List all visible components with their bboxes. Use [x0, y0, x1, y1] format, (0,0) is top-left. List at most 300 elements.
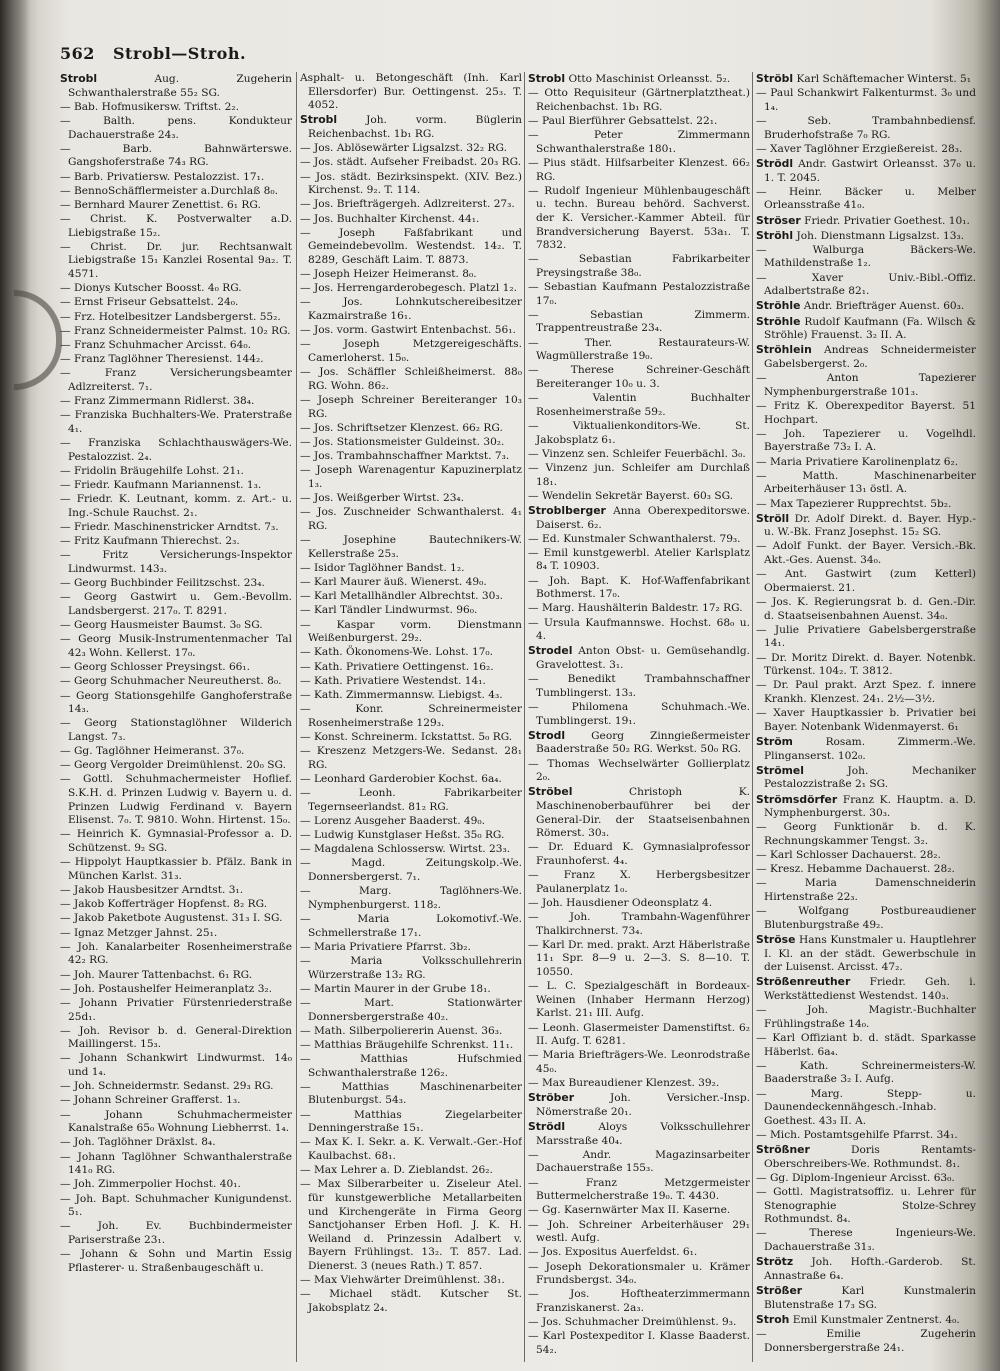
entry-text: Seb. Trambahnbediensf. Bruderhofstraße 7₀ RG. [764, 114, 976, 141]
entry-surname: — [528, 1260, 539, 1273]
entry-surname: Ström [756, 734, 793, 748]
entry-text: Johann Schankwirt Lindwurmst. 14₀ und 1₄. [68, 1052, 292, 1079]
entry-text: Isidor Taglöhner Bandst. 1₂. [310, 561, 465, 574]
entry-text: Gg. Kasernwärter Max II. Kaserne. [538, 1204, 731, 1217]
column-2 [300, 72, 522, 1368]
entry-surname: Ströhl [756, 228, 794, 242]
entry-surname: — [300, 857, 311, 870]
column-1 [60, 72, 292, 1368]
directory-entry [756, 679, 976, 706]
directory-entry [300, 1136, 522, 1163]
entry-surname: — [60, 1024, 71, 1037]
directory-entry [528, 253, 750, 280]
entry-surname: — [300, 561, 311, 574]
entry-text: Hippolyt Hauptkassier b. Pfälz. Bank in München Karlst. 31₃. [68, 856, 292, 882]
directory-entry [756, 470, 976, 497]
entry-surname: — [756, 1031, 767, 1044]
entry-text: Fritz K. Oberexpeditor Bayerst. 51 Hochpart. [764, 399, 976, 426]
directory-entry [528, 129, 750, 156]
entry-surname: — [756, 497, 767, 510]
directory-entry [60, 241, 292, 282]
entry-text: Aloys Volksschullehrer Marsstraße 40₄. [536, 1121, 750, 1147]
directory-entry [756, 568, 976, 595]
entry-text: Jos. vorm. Gastwirt Entenbachst. 56₁. [310, 324, 516, 337]
entry-text: Dr. Paul prakt. Arzt Spez. f. innere Krankh. Klenzest. 24₁. 2½—3½. [764, 679, 976, 705]
directory-entry [756, 498, 976, 512]
column-rule [296, 72, 297, 1362]
directory-entry [528, 617, 750, 644]
entry-surname: — [756, 185, 767, 198]
entry-surname: — [528, 253, 539, 266]
directory-entry [60, 493, 292, 520]
entry-surname: — [60, 170, 71, 183]
directory-entry [300, 1039, 522, 1053]
entry-surname: — [756, 271, 767, 284]
entry-text: Ursula Kaufmannswe. Hochst. 68₀ u. 4. [536, 616, 750, 643]
directory-entry [300, 675, 522, 689]
entry-text: Franz Versicherungsbeamter Adlzreiterst. 7₁. [68, 367, 292, 393]
directory-entry [60, 171, 292, 185]
entry-surname: — [756, 568, 767, 581]
directory-entry [60, 1136, 292, 1150]
entry-text: Kath. Schreinermeisters-W. Baaderstraße 3₂ I. Aufg. [764, 1059, 976, 1086]
entry-surname: — [300, 730, 311, 743]
directory-entry [756, 735, 976, 763]
entry-surname: — [60, 282, 71, 295]
directory-entry [300, 1164, 522, 1178]
directory-entry [528, 1288, 750, 1315]
entry-text: Georg Zinngießermeister Baaderstraße 50₂ RG. Werkst. 50₀ RG. [536, 729, 750, 756]
directory-entry [60, 143, 292, 170]
directory-entry [60, 969, 292, 983]
entry-text: Sebastian Zimmerm. Trappentreustraße 23₄. [536, 308, 750, 335]
entry-surname: — [60, 184, 71, 197]
directory-entry [756, 1284, 976, 1312]
entry-text: Lorenz Ausgeher Baaderst. 49₀. [310, 814, 486, 827]
directory-entry [300, 142, 522, 156]
entry-text: Josephine Bautechnikers-W. Kellerstraße 25₃. [308, 534, 522, 560]
directory-entry [60, 339, 292, 353]
entry-surname: — [528, 392, 539, 405]
entry-surname: — [300, 996, 311, 1009]
entry-text: Sebastian Fabrikarbeiter Preysingstraße 38₀. [536, 253, 750, 279]
entry-text: Bernhard Maurer Zenettist. 6₁ RG. [70, 198, 261, 211]
entry-surname: — [60, 577, 71, 590]
directory-entry [528, 72, 750, 87]
directory-entry [60, 898, 292, 912]
entry-text: Jos. Weißgerber Wirtst. 23₄. [310, 492, 465, 505]
entry-surname: — [60, 717, 71, 730]
entry-text: Joh. Hofth.-Garderob. St. Annastraße 6₄. [764, 1256, 976, 1282]
entry-text: Jos. städt. Aufseher Freibadst. 20₃ RG. [310, 156, 522, 169]
entry-text: Georg Funktionär b. d. K. Rechnungskammer Tengst. 3₂. [764, 821, 976, 847]
directory-entry [300, 198, 522, 212]
directory-entry [300, 689, 522, 703]
entry-surname: — [60, 479, 71, 492]
entry-surname: Strödl [756, 156, 794, 170]
directory-entry [300, 997, 522, 1024]
entry-text: Joseph Metzgereigeschäfts. Camerloherst. 15₀. [308, 338, 522, 364]
directory-entry [60, 282, 292, 296]
entry-text: Kath. Privatiere Oettingenst. 16₂. [310, 660, 494, 673]
entry-surname: — [756, 455, 767, 468]
entry-text: Kath. Ökonomens-We. Lohst. 17₀. [310, 646, 494, 659]
entry-surname: — [528, 1049, 539, 1062]
entry-text: Friedr. Privatier Goethest. 10₁. [800, 214, 970, 227]
directory-entry [300, 450, 522, 464]
entry-surname: — [528, 1148, 539, 1161]
directory-entry [528, 1219, 750, 1246]
entry-text: Bab. Hofmusikersw. Triftst. 2₂. [70, 100, 240, 113]
entry-surname: — [300, 912, 311, 925]
entry-surname: — [756, 877, 767, 890]
directory-entry [300, 843, 522, 857]
directory-entry [756, 1328, 976, 1355]
entry-text: Konst. Schreinerm. Ickstattst. 5₀ RG. [310, 730, 513, 743]
directory-entry [300, 464, 522, 491]
directory-entry [60, 353, 292, 367]
entry-surname: — [756, 707, 767, 720]
directory-entry [60, 997, 292, 1024]
page-header [60, 44, 246, 68]
entry-text: Joh. Mechaniker Pestalozzistraße 2₁ SG. [764, 764, 976, 791]
entry-text: Jos. Schäffler Schleißheimerst. 88₀ RG. Wohn. 86₂. [308, 366, 522, 392]
entry-text: Jos. Schriftsetzer Klenzest. 66₂ RG. [310, 421, 503, 434]
directory-entry [300, 857, 522, 884]
entry-text: Sebastian Kaufmann Pestalozzistraße 17₀. [536, 281, 750, 307]
entry-text: Rudolf Kaufmann (Fa. Wilsch & Ströhle) Frauenst. 3₂ II. A. [764, 315, 976, 342]
entry-surname: — [528, 1288, 539, 1301]
entry-text: Maria Lokomotivf.-We. Schmellerstraße 17₁. [308, 912, 522, 939]
entry-surname: — [60, 339, 71, 351]
directory-entry [756, 214, 976, 229]
entry-text: Max Bureaudiener Klenzest. 39₂. [538, 1077, 720, 1090]
directory-entry [60, 884, 292, 898]
directory-entry [300, 366, 522, 393]
directory-entry [300, 787, 522, 814]
directory-entry [756, 343, 976, 371]
entry-text: Ed. Kunstmaler Schwanthalerst. 79₃. [538, 532, 741, 545]
entry-text: Leonhard Garderobier Kochst. 6a₄. [310, 772, 502, 785]
entry-text: Anton Obst- u. Gemüsehandlg. Gravelottest. 3₁. [536, 645, 750, 671]
entry-surname: — [300, 646, 311, 659]
directory-entry [60, 1220, 292, 1247]
entry-text: Viktualienkonditors-We. St. Jakobsplatz 6₁. [536, 419, 750, 446]
entry-surname: — [528, 1176, 539, 1189]
directory-entry [756, 764, 976, 792]
directory-entry [60, 185, 292, 199]
directory-entry [300, 156, 522, 170]
directory-entry [60, 661, 292, 675]
column-rule [524, 72, 525, 1362]
directory-entry [60, 941, 292, 968]
entry-text: Dr. Moritz Direkt. d. Bayer. Notenbk. Türkenst. 104₂. T. 3812. [764, 651, 976, 678]
entry-text: Kaspar vorm. Dienstmann Weißenburgerst. 29₂. [308, 618, 522, 645]
entry-text: Mart. Stationwärter Donnersbergerstraße 40₂. [308, 996, 522, 1023]
entry-surname: — [300, 745, 311, 758]
directory-entry [528, 897, 750, 911]
entry-text: Balth. pens. Kondukteur Dachauerstraße 24₃. [68, 114, 292, 141]
directory-entry [60, 101, 292, 115]
directory-entry [300, 745, 522, 772]
entry-text: Jakob Paketbote Augustenst. 31₃ I. SG. [70, 912, 283, 925]
directory-entry [528, 701, 750, 728]
directory-entry [300, 646, 522, 660]
directory-entry [756, 1227, 976, 1254]
entry-text: Max Tapezierer Rupprechtst. 5b₂. [766, 497, 952, 510]
entry-surname: Ströhlein [756, 343, 812, 357]
entry-surname: — [300, 982, 311, 995]
entry-surname: — [300, 142, 311, 155]
entry-text: Paul Schankwirt Falkenturmst. 3₀ und 1₄. [764, 87, 976, 113]
entry-surname: — [60, 828, 71, 841]
entry-surname: — [60, 591, 71, 604]
entry-surname: — [60, 521, 71, 534]
directory-entry [60, 1193, 292, 1220]
directory-entry [60, 479, 292, 493]
entry-text: Karl Tändler Lindwurmst. 96₀. [310, 604, 478, 617]
entry-surname: — [528, 1204, 539, 1217]
directory-entry [300, 213, 522, 227]
entry-surname: — [60, 198, 71, 211]
entry-surname: — [60, 912, 71, 925]
entry-surname: — [300, 604, 311, 617]
directory-entry [60, 535, 292, 549]
entry-surname: — [300, 1178, 311, 1191]
directory-entry [528, 869, 750, 896]
directory-entry [756, 1255, 976, 1283]
directory-entry [528, 337, 750, 364]
entry-text: Andr. Magazinsarbeiter Dachauerstraße 155₃. [536, 1148, 750, 1175]
entry-surname: — [300, 156, 311, 169]
directory-entry [756, 229, 976, 244]
entry-surname: — [300, 393, 311, 406]
entry-surname: — [528, 1316, 539, 1329]
entry-text: Karl Schäftemacher Winterst. 5₁ [793, 73, 972, 85]
directory-entry [300, 815, 522, 829]
entry-text: Emilie Zugeherin Donnersbergerstraße 24₁. [764, 1327, 976, 1354]
entry-surname: — [756, 1171, 767, 1184]
entry-surname: Strobl [528, 72, 566, 85]
entry-surname: — [300, 506, 311, 519]
entry-surname: — [60, 661, 71, 674]
entry-text: Fritz Versicherungs-Inspektor Lindwurmst. 143₃. [68, 549, 292, 576]
directory-entry [756, 157, 976, 185]
directory-entry [756, 456, 976, 470]
entry-surname: — [756, 243, 767, 256]
entry-surname: — [756, 142, 767, 155]
column-4 [756, 72, 976, 1368]
directory-entry [60, 1151, 292, 1178]
entry-text: Joh. Trambahn-Wagenführer Thalkirchnerst. 73₄. [536, 911, 750, 937]
directory-entry [756, 1143, 976, 1171]
directory-entry [60, 465, 292, 479]
directory-entry [756, 1060, 976, 1087]
entry-text: Dr. Adolf Direkt. d. Bayer. Hyp.- u. W.-Bk. Franz Josephst. 15₂ SG. [764, 512, 976, 539]
directory-entry [60, 577, 292, 591]
entry-text: Karl Metallhändler Albrechtst. 30₃. [310, 590, 503, 603]
directory-entry [756, 512, 976, 540]
entry-surname: Strößer [756, 1283, 803, 1297]
directory-entry [756, 400, 976, 427]
entry-surname: — [756, 821, 767, 834]
entry-surname: — [300, 674, 311, 687]
entry-text: Friedr. Kaufmann Mariannenst. 1₃. [70, 479, 262, 492]
directory-entry [528, 1330, 750, 1357]
entry-surname: — [60, 409, 71, 422]
entry-text: Julie Privatiere Gabelsbergerstraße 14₁. [764, 623, 976, 650]
entry-surname: — [528, 447, 539, 460]
entry-surname: — [756, 1087, 767, 1100]
binder-ring-shadow [14, 290, 62, 390]
entry-text: Jos. Lohnkutschereibesitzer Kazmairstraße 16₁. [308, 296, 522, 323]
directory-entry [756, 1004, 976, 1031]
entry-text: Ignaz Metzger Jahnst. 25₁. [70, 926, 218, 939]
entry-surname: — [300, 212, 311, 225]
directory-entry [60, 1080, 292, 1094]
directory-entry [756, 87, 976, 114]
directory-entry [756, 1186, 976, 1227]
directory-entry [300, 422, 522, 436]
entry-surname: Strömel [756, 763, 804, 777]
directory-entry [528, 504, 750, 532]
entry-surname: — [528, 1218, 539, 1231]
entry-surname: — [60, 464, 71, 477]
directory-entry [756, 1129, 976, 1143]
entry-text: Maria Damenschneiderin Hirtenstraße 22₃. [764, 877, 976, 904]
directory-entry [300, 113, 522, 141]
entry-surname: Ströhle [756, 299, 801, 313]
entry-text: Johann Taglöhner Schwanthalerstraße 141₀ RG. [68, 1150, 292, 1177]
directory-entry [60, 675, 292, 689]
entry-surname: Strößenreuther [756, 975, 851, 989]
entry-surname: — [300, 492, 311, 505]
entry-surname: — [756, 679, 767, 692]
entry-text: Jos. Zuschneider Schwanthalerst. 4₁ RG. [308, 506, 522, 532]
entry-text: Karl Offiziant b. d. städt. Sparkasse Häberlst. 6a₄. [764, 1031, 976, 1058]
entry-surname: — [60, 296, 71, 309]
directory-entry [756, 72, 976, 87]
entry-surname: — [60, 619, 71, 632]
entry-surname: Strößner [756, 1143, 810, 1157]
directory-entry [528, 1177, 750, 1204]
column-rule [752, 72, 753, 1362]
entry-text: Xaver Univ.-Bibl.-Offiz. Adalbertstraße 82₁. [764, 271, 976, 298]
entry-surname: — [60, 675, 71, 688]
entry-surname: — [60, 1094, 71, 1107]
directory-entry [756, 428, 976, 455]
directory-entry [528, 462, 750, 489]
entry-text: Jakob Hausbesitzer Arndtst. 3₁. [70, 884, 244, 896]
entry-surname: — [300, 1108, 311, 1121]
entry-text: Franziska Schlachthauswägers-We. Pestalozzist. 2₄. [68, 437, 292, 463]
directory-entry [756, 1032, 976, 1059]
entry-surname: — [756, 863, 767, 876]
entry-text: Michael städt. Kutscher St. Jakobsplatz 2₄. [308, 1288, 522, 1314]
directory-entry [60, 828, 292, 855]
directory-entry [60, 745, 292, 759]
entry-surname: — [528, 546, 539, 559]
entry-text: Maria Volksschullehrerin Würzerstraße 13₂ RG. [308, 954, 522, 981]
entry-surname: — [300, 1136, 311, 1149]
entry-text: Georg Schuhmacher Neureutherst. 8₀. [70, 675, 282, 688]
directory-entry [756, 793, 976, 821]
directory-entry [300, 338, 522, 365]
directory-entry [300, 534, 522, 561]
entry-text: Joh. Hausdiener Odeonsplatz 4. [538, 896, 713, 909]
entry-text: Martin Maurer in der Grube 18₁. [310, 982, 491, 995]
entry-surname: — [528, 114, 539, 127]
entry-text: Georg Stationsgehilfe Ganghoferstraße 14₃. [68, 689, 292, 716]
entry-text: Barb. Bahnwärterswe. Gangshoferstraße 74₃ RG. [68, 142, 292, 169]
entry-text: Georg Buchbinder Feilitzschst. 23₄. [70, 577, 265, 590]
entry-text: Georg Stationstaglöhner Wilderich Langst. 7₃. [68, 717, 292, 743]
directory-entry [756, 624, 976, 651]
entry-surname: — [60, 535, 71, 548]
entry-text: Max K. I. Sekr. a. K. Verwalt.-Ger.-Hof Kaulbachst. 68₁. [308, 1136, 522, 1162]
entry-text: Matth. Maschinenarbeiter Arbeiterhäuser 13₁ östl. A. [764, 469, 976, 496]
entry-text: Therese Ingenieurs-We. Dachauerstraße 31₃. [764, 1227, 976, 1253]
directory-entry [300, 661, 522, 675]
directory-entry [528, 1077, 750, 1091]
entry-surname: — [300, 198, 311, 211]
entry-surname: — [300, 1080, 311, 1093]
entry-text: Mich. Postamtsgehilfe Pfarrst. 34₁. [766, 1128, 958, 1141]
entry-surname: — [528, 896, 539, 909]
entry-surname: — [756, 651, 767, 664]
entry-text: Joh. Schneidermstr. Sedanst. 29₃ RG. [70, 1080, 274, 1093]
directory-entry [60, 521, 292, 535]
directory-entry [528, 939, 750, 980]
directory-entry [60, 1052, 292, 1079]
directory-entry [528, 1049, 750, 1076]
entry-text: Franz Schneidermeister Palmst. 10₂ RG. [70, 324, 291, 337]
directory-entry [528, 911, 750, 938]
entry-surname: Strobl [60, 72, 98, 85]
directory-entry [60, 1025, 292, 1052]
entry-text: Jos. Briefträgergeh. Adlzreiterst. 27₃. [310, 198, 515, 211]
entry-surname: — [528, 1246, 539, 1259]
entry-surname: — [756, 399, 767, 412]
entry-surname: — [300, 576, 311, 589]
entry-text: Georg Hausmeister Baumst. 3₀ SG. [70, 619, 263, 632]
entry-surname: — [528, 184, 539, 197]
entry-text: Gottl. Magistratsoffiz. u. Lehrer für Stenographie Stolze-Schrey Rothmundst. 8₄. [764, 1186, 976, 1226]
entry-surname: — [528, 364, 539, 377]
entry-surname: — [756, 114, 767, 127]
entry-surname: — [756, 1059, 767, 1072]
entry-text: Friedr. Maschinenstricker Arndtst. 7₃. [70, 521, 279, 534]
entry-text: Adolf Funkt. der Bayer. Versich.-Bk. Akt.-Ges. Auenst. 34₀. [764, 540, 976, 567]
entry-surname: — [756, 623, 767, 636]
entry-text: Kath. Zimmermannsw. Liebigst. 4₃. [310, 688, 503, 701]
directory-entry [60, 619, 292, 633]
entry-surname: — [300, 534, 311, 547]
entry-text: Magdalena Schlossersw. Wirtst. 23₃. [310, 843, 511, 856]
entry-surname: — [756, 596, 767, 609]
directory-entry [756, 905, 976, 932]
entry-text: Franz Metzgermeister Buttermelcherstraße 19₀. T. 4430. [536, 1176, 750, 1203]
entry-text: Marg. Haushälterin Baldestr. 17₂ RG. [538, 602, 743, 615]
directory-entry [300, 731, 522, 745]
entry-surname: — [756, 1186, 767, 1199]
entry-surname: — [528, 461, 539, 474]
entry-surname: — [60, 982, 71, 995]
entry-surname: — [300, 1038, 311, 1051]
entry-surname: — [300, 772, 311, 785]
entry-surname: — [300, 324, 311, 337]
entry-text: Georg Musik-Instrumentenmacher Tal 42₃ Wohn. Kellerst. 17₀. [68, 633, 292, 659]
